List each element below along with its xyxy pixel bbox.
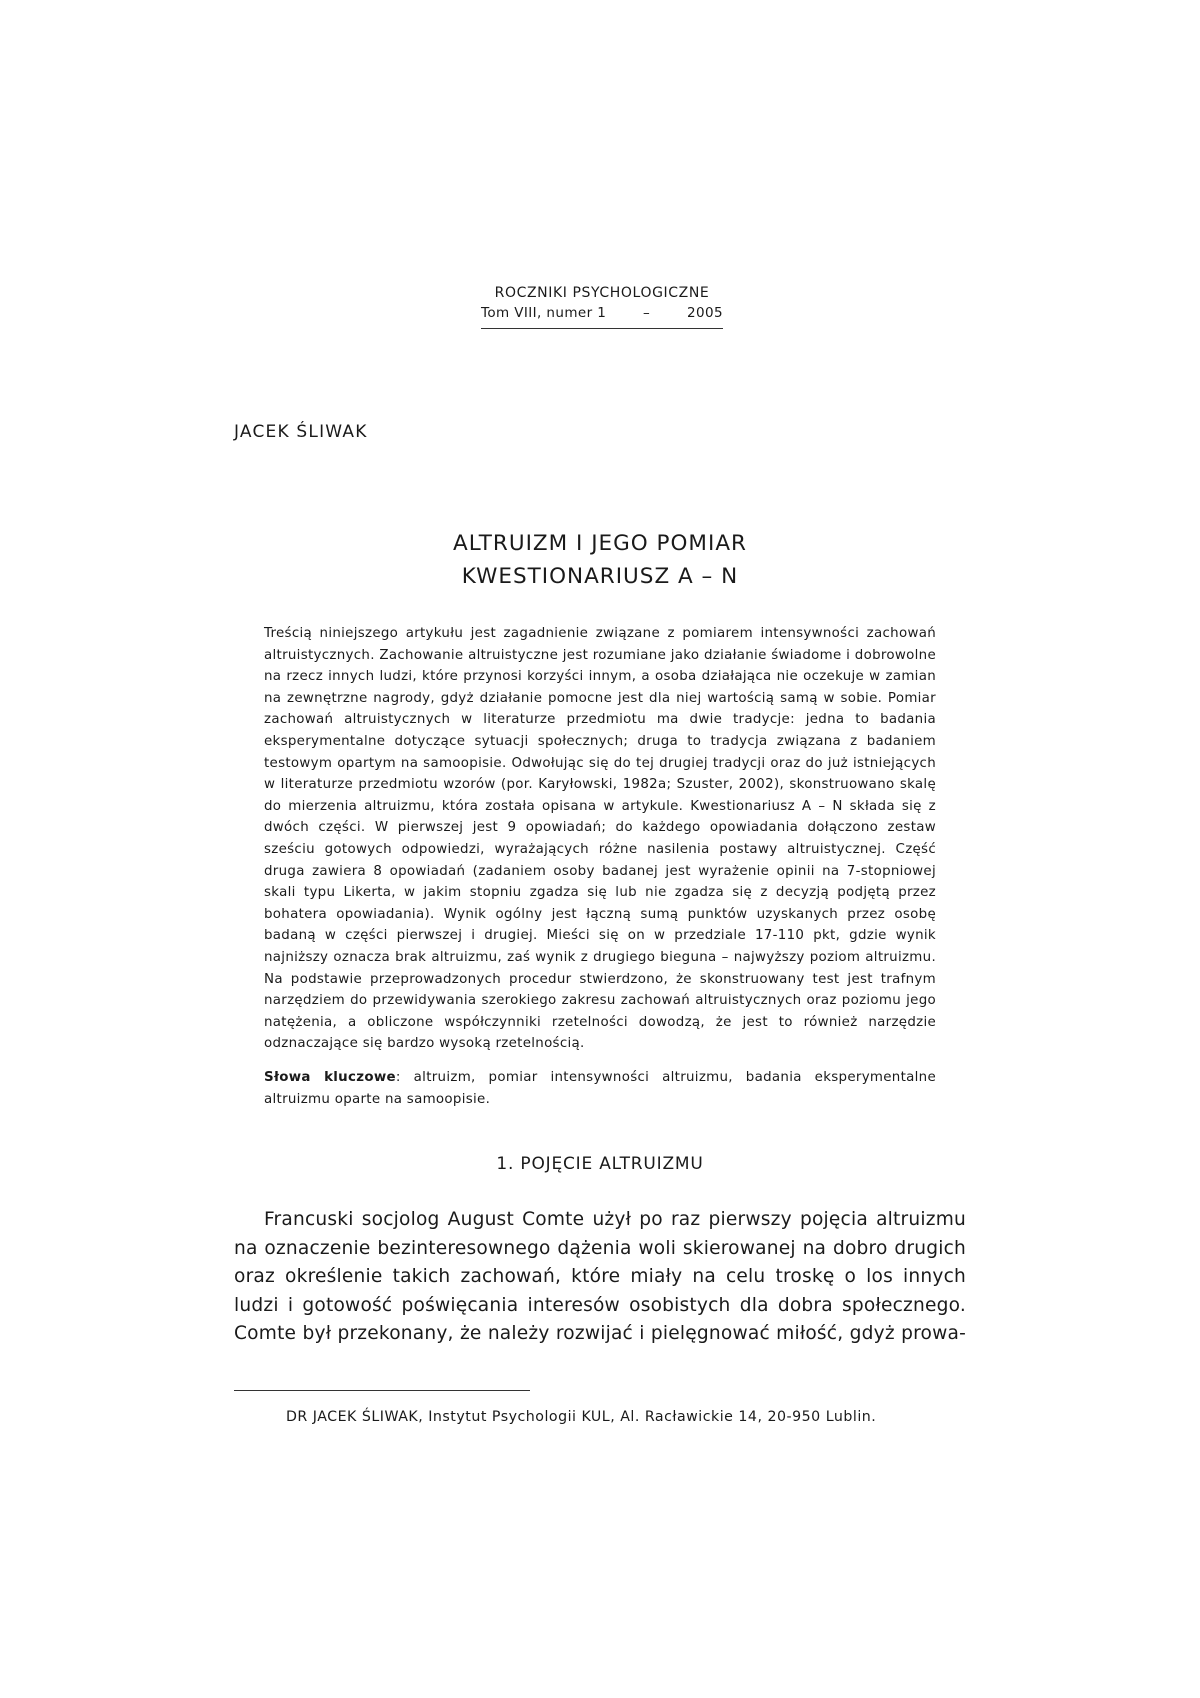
footnote: DR JACEK ŚLIWAK, Instytut Psychologii KUL, Al. Racławickie 14, 20-950 Lublin. [286, 1409, 877, 1425]
author-name: JACEK ŚLIWAK [234, 422, 368, 442]
title-line-2: KWESTIONARIUSZ A – N [461, 564, 739, 589]
keywords [264, 1067, 936, 1110]
journal-name: ROCZNIKI PSYCHOLOGICZNE [494, 285, 710, 301]
journal-header [481, 283, 723, 329]
abstract: Treścią niniejszego artykułu jest zagadnienie związane z pomiarem intensywności zachowań altruistycznych. Zachowanie altruistyczne jest rozumiane jako działanie świadome i dobrowolne na rzecz innych ludzi, które przynosi korzyści innym, a osoba działająca nie oczekuje w zamian na zewnętrzne nagrody, gdyż działanie pomocne jest dla niej wartością samą w sobie. Pomiar zachowań altruistycznych w literaturze przedmiotu ma dwie tradycje: jedna to badania eksperymentalne dotyczące sytuacji społecznych; druga to tradycja związana z badaniem testowym opartym na samoopisie. Odwołując się do tej drugiej tradycji oraz do już istniejących w literaturze przedmiotu wzorów (por. Karyłowski, 1982a; Szuster, 2002), skonstruowano skalę do mierzenia altruizmu, która została opisana w artykule. Kwestionariusz A – N składa się z dwóch części. W pierwszej jest 9 opowiadań; do każdego opowiadania dołączono zestaw sześciu gotowych odpowiedzi, wyrażających różne nasilenia postawy altruistycznej. Część druga zawiera 8 opowiadań (zadaniem osoby badanej jest wyrażenie opinii na 7-stopniowej skali typu Likerta, w jakim stopniu zgadza się lub nie zgadza się z decyzją podjętą przez bohatera opowiadania). Wynik ogólny jest łączną sumą punktów uzyskanych przez osobę badaną w części pierwszej i drugiej. Mieści się on w przedziale 17-110 pkt, gdzie wynik najniższy oznacza brak altruizmu, zaś wynik z drugiego bieguna – najwyższy poziom altruizmu. Na podstawie przeprowadzonych procedur stwierdzono, że skonstruowany test jest trafnym narzędziem do przewidywania szerokiego zakresu zachowań altruistycznych oraz poziomu jego natężenia, a obliczone współczynniki rzetelności dowodzą, że jest to również narzędzie odznaczające się bardzo wysoką rzetelnością. [264, 626, 936, 1052]
section-heading: 1. POJĘCIE ALTRUIZMU [496, 1154, 704, 1174]
volume-number: Tom VIII, numer 1 [481, 305, 607, 321]
keywords-text: : altruizm, pomiar intensywności altruizmu, badania eksperymentalne altruizmu oparte na samoopisie. [264, 1070, 936, 1107]
keywords-label: Słowa kluczowe [264, 1070, 396, 1085]
body-paragraph: Francuski socjolog August Comte użył po raz pierwszy pojęcia altruizmu na oznaczenie bezinteresownego dążenia woli skierowanej na dobro drugich oraz określenie takich zachowań, które miały na celu troskę o los innych ludzi i gotowość poświęcania interesów osobistych dla dobra społecznego. Comte był przekonany, że należy rozwijać i pielęgnować miłość, gdyż prowa- [234, 1209, 966, 1345]
article-title [234, 527, 966, 593]
journal-volume [481, 303, 723, 329]
title-line-1: ALTRUIZM I JEGO POMIAR [453, 531, 747, 556]
volume-dash: – [643, 305, 651, 321]
volume-year: 2005 [687, 305, 723, 321]
footnote-divider [234, 1390, 530, 1391]
